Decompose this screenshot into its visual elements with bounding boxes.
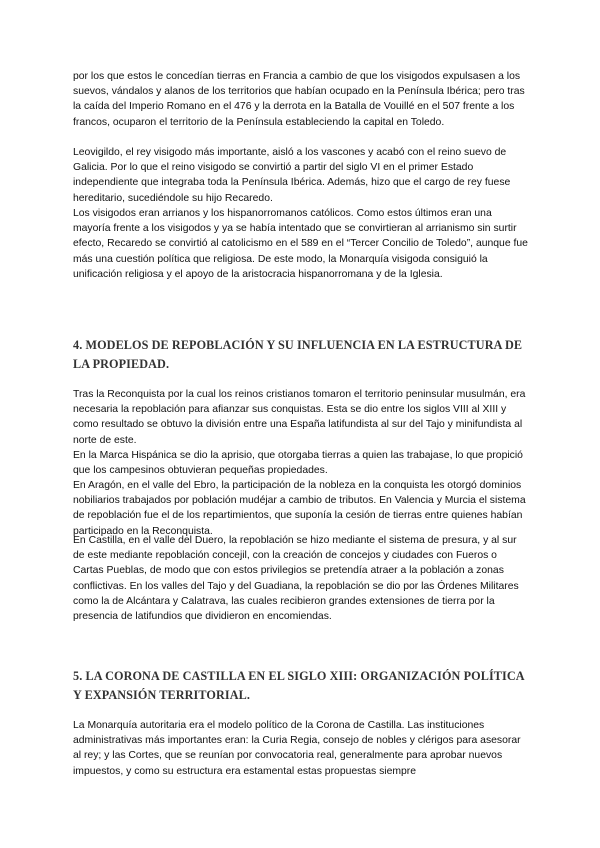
paragraph: Los visigodos eran arrianos y los hispanorromanos católicos. Como estos últimos eran una mayoría frente a los visigodos y ya se había intentado que se convirtieran al arrianismo sin surtir efecto, Recaredo se convirtió al catolicismo en el 589 en el “Tercer Concilio de Toledo”, aunque fue más una cuestión política que religiosa. De este modo, la Monarquía visigoda consiguió la unificación religiosa y el apoyo de la aristocracia hispanorromana y de la Iglesia. [73,208,528,280]
paragraph: En la Marca Hispánica se dio la aprisio, que otorgaba tierras a quien las trabajase, lo que propició que los campesinos obtuvieran pequeñas propiedades. [73,450,523,477]
paragraph: En Aragón, en el valle del Ebro, la participación de la nobleza en la conquista les otorgó dominios nobiliarios trabajados por población mudéjar a cambio de tributos. En Valencia y Murcia el sistema de repoblación fue el de los repartimientos, que suponía la cesión de tierras entre quienes habían participado en la Reconquista. [73,480,526,537]
section-heading-4: 4. MODELOS DE REPOBLACIÓN Y SU INFLUENCIA EN LA ESTRUCTURA DE LA PROPIEDAD. [73,338,523,371]
paragraph: Leovigildo, el rey visigodo más importante, aisló a los vascones y acabó con el reino suevo de Galicia. Por lo que el reino visigodo se convirtió a partir del siglo VI en el primer Estado independiente que integraba toda la Península Ibérica. Además, hizo que el cargo de rey fuese hereditario, sucediéndole su hijo Recaredo. [73,147,511,204]
section-heading-5: 5. LA CORONA DE CASTILLA EN EL SIGLO XIII: ORGANIZACIÓN POLÍTICA Y EXPANSIÓN TERRITORIAL. [73,669,525,702]
paragraph: La Monarquía autoritaria era el modelo político de la Corona de Castilla. Las instituciones administrativas más importantes eran: la Curia Regia, consejo de nobles y clérigos para asesorar al rey; y las Cortes, que se reunían por convocatoria real, generalmente para aprobar nuevos impuestos, y como su estructura era estamental estas propuestas siempre [73,720,521,777]
paragraph: Tras la Reconquista por la cual los reinos cristianos tomaron el territorio peninsular musulmán, era necesaria la repoblación para afianzar sus conquistas. Esta se dio entre los siglos VIII al XIII y como resultado se obtuvo la división entre una España latifundista al sur del Tajo y minifundista al norte de este. [73,389,526,446]
paragraph: En Castilla, en el valle del Duero, la repoblación se hizo mediante el sistema de presura, y al sur de este mediante repoblación concejil, con la creación de concejos y ciudades con Fueros o Cartas Pueblas, de modo que con estos privilegios se pretendía atraer a la población a zonas conflictivas. En los valles del Tajo y del Guadiana, la repoblación se dio por las Órdenes Militares como la de Alcántara y Calatrava, las cuales recibieron grandes extensiones de tierra por la presencia de latifundios que dividieron en encomiendas. [73,535,519,623]
paragraph: por los que estos le concedían tierras en Francia a cambio de que los visigodos expulsasen a los suevos, vándalos y alanos de los territorios que habían ocupado en la Península Ibérica; pero tras la caída del Imperio Romano en el 476 y la derrota en la Batalla de Vouillé en el 507 frente a los francos, ocuparon el territorio de la Península estableciendo la capital en Toledo. [73,71,525,128]
